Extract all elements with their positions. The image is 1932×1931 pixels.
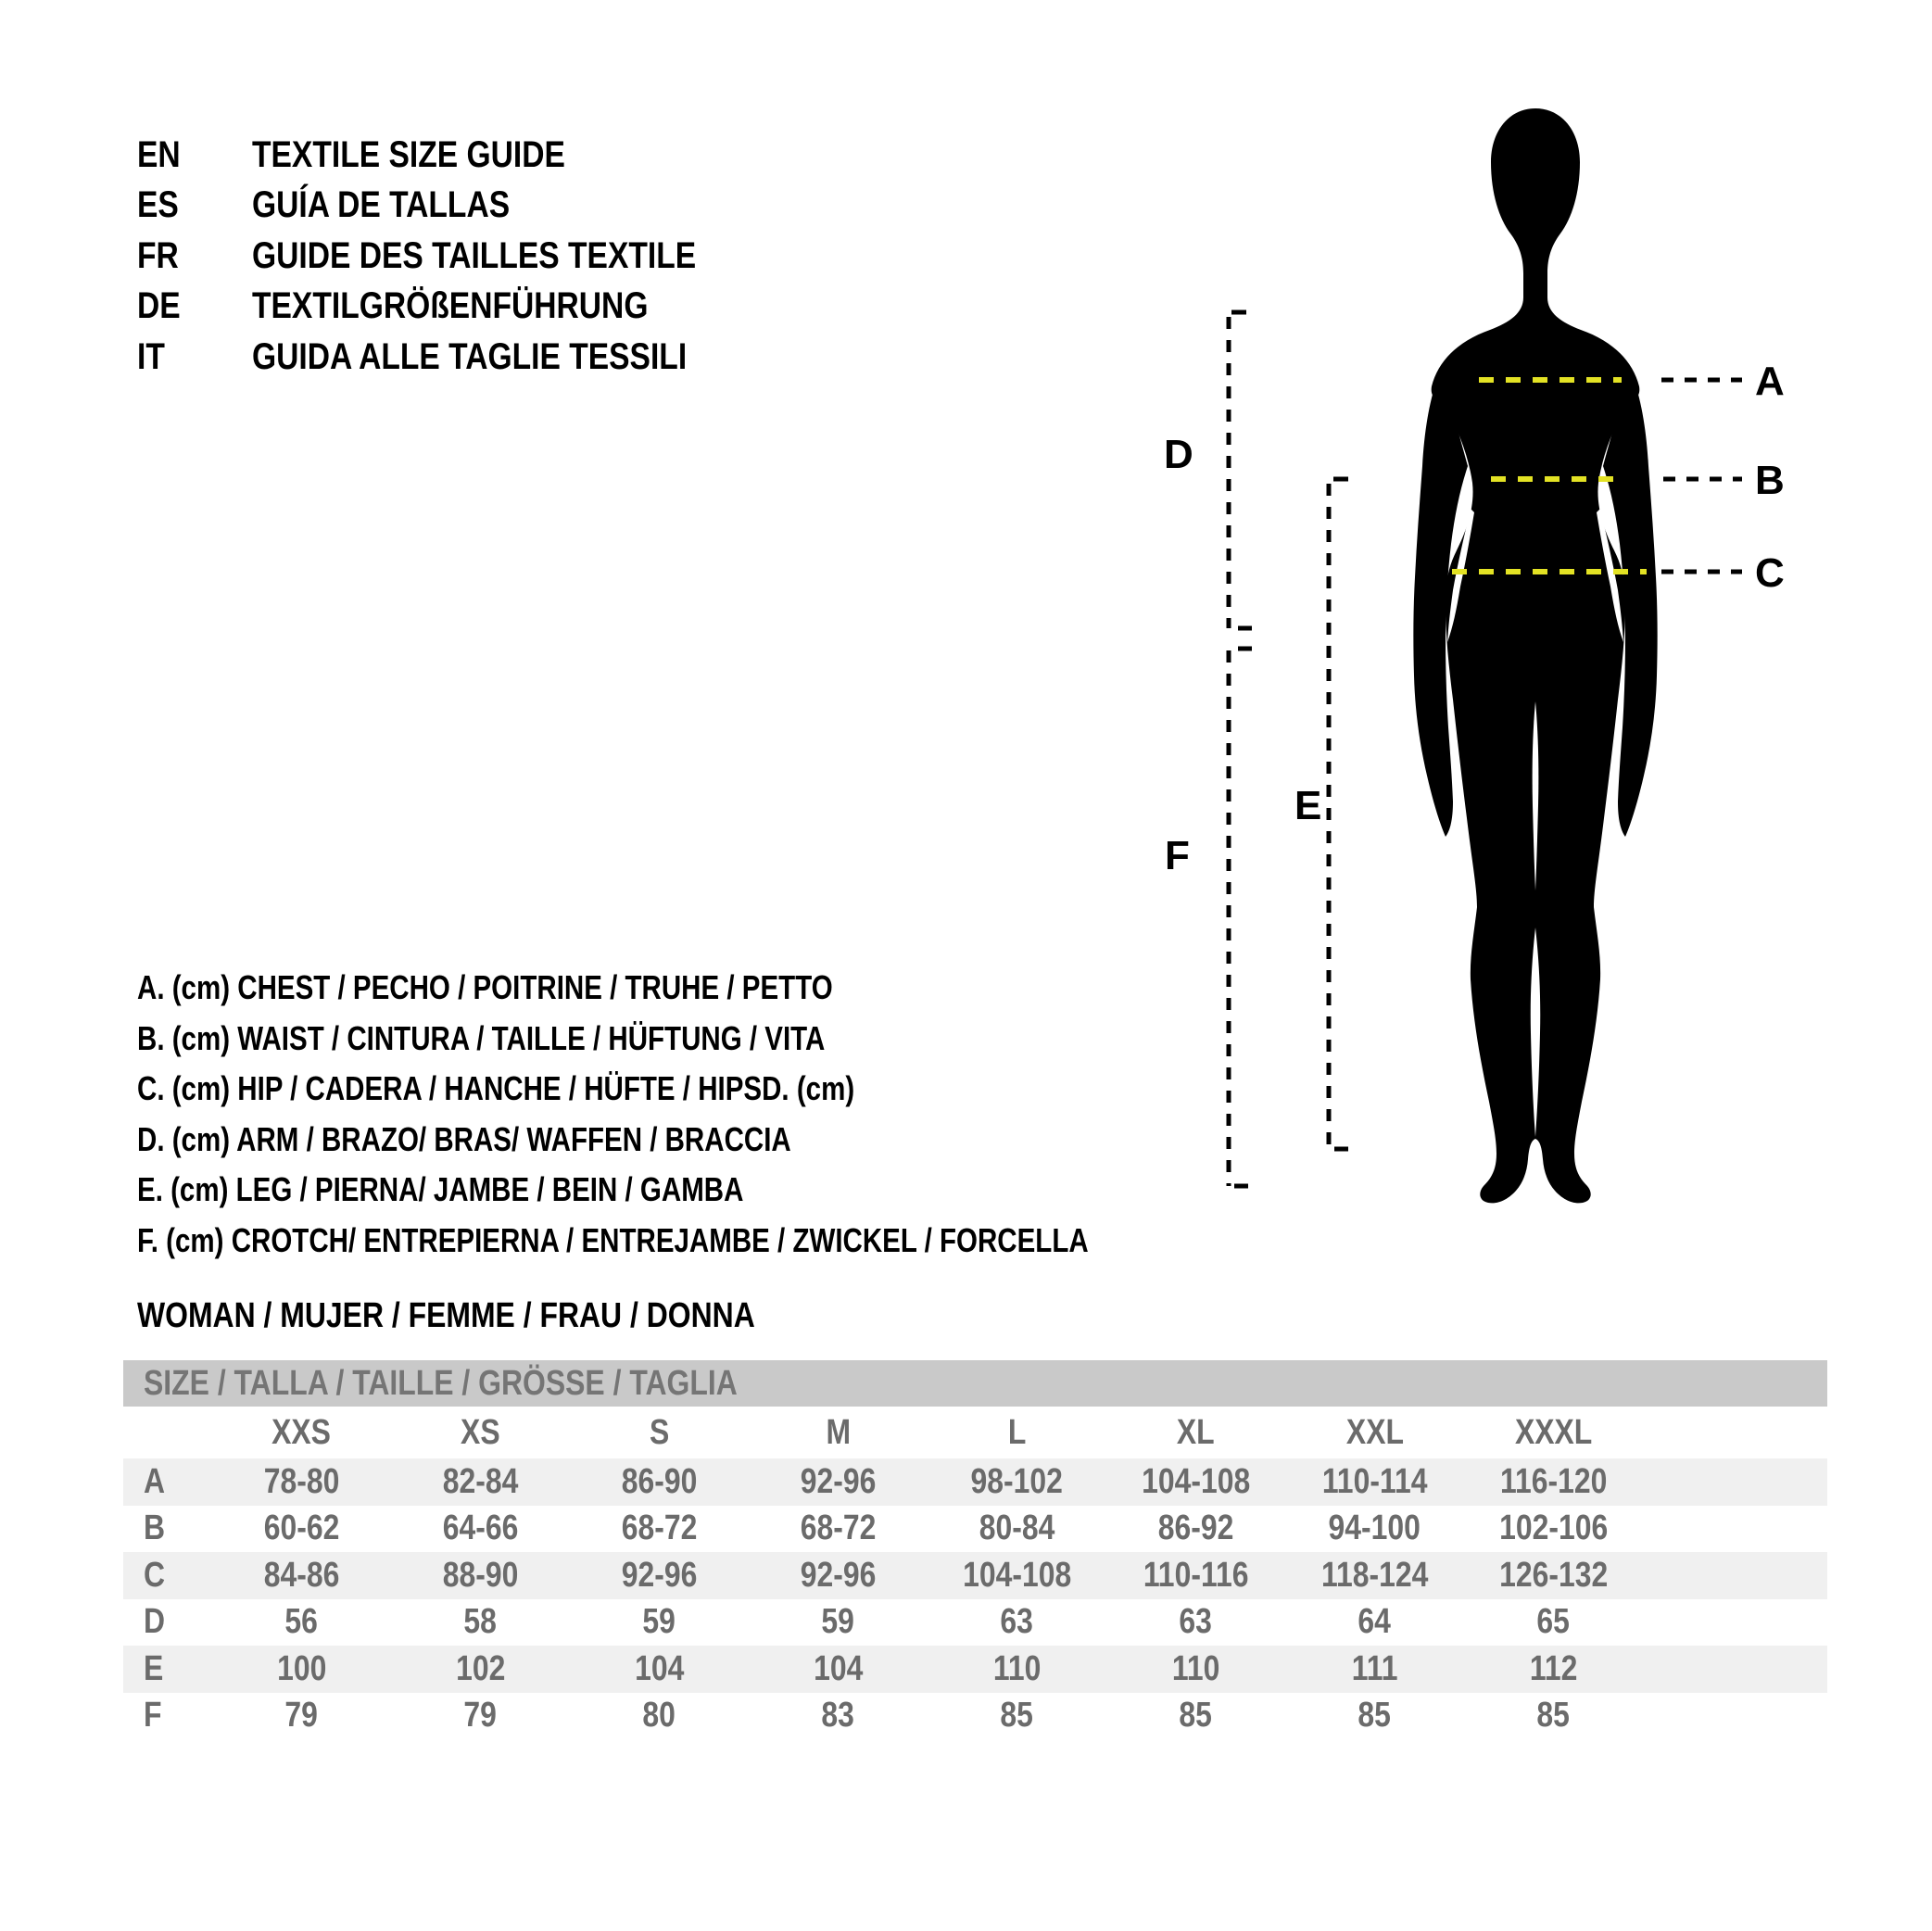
page-title: GUIDE DES TAILLES TEXTILE	[252, 234, 697, 276]
table-cell: 111	[1351, 1648, 1398, 1688]
table-cell: 85	[1000, 1696, 1034, 1735]
measure-label-e: E	[1294, 783, 1322, 828]
table-cell: 102-106	[1498, 1508, 1609, 1548]
table-cell: 63	[1179, 1602, 1213, 1642]
table-cell: 88-90	[442, 1555, 519, 1595]
table-cell: 59	[642, 1602, 676, 1642]
size-col-header: XXXL	[1514, 1412, 1593, 1452]
measurement-legend	[137, 963, 1297, 1266]
language-code: EN	[137, 133, 181, 175]
table-cell: 79	[284, 1696, 319, 1735]
measure-label-a: A	[1755, 359, 1785, 404]
page-title: GUÍA DE TALLAS	[252, 184, 511, 226]
table-row-a	[123, 1458, 1827, 1506]
table-row-c	[123, 1552, 1827, 1599]
language-code: DE	[137, 285, 181, 327]
table-cell: 92-96	[800, 1461, 877, 1501]
table-cell: 102	[455, 1648, 506, 1688]
size-col-header: XXS	[271, 1412, 332, 1452]
table-cell: 86-92	[1157, 1508, 1234, 1548]
table-row-b	[123, 1506, 1827, 1553]
row-label: A	[144, 1461, 166, 1501]
row-label: B	[144, 1508, 166, 1548]
table-cell: 94-100	[1328, 1508, 1421, 1548]
measure-label-f: F	[1165, 833, 1190, 878]
size-header-row	[123, 1407, 1827, 1458]
size-col-header: XS	[461, 1412, 500, 1452]
table-cell: 100	[276, 1648, 327, 1688]
title-row-it	[137, 332, 780, 383]
size-col-header: XXL	[1345, 1412, 1404, 1452]
legend-item-d: D. (cm) ARM / BRAZO/ BRAS/ WAFFEN / BRACCIA	[137, 1119, 791, 1158]
language-code: ES	[137, 184, 179, 226]
woman-silhouette	[1413, 108, 1657, 1203]
size-col-header: XL	[1177, 1412, 1215, 1452]
measure-label-b: B	[1755, 458, 1785, 503]
table-cell: 80	[642, 1696, 676, 1735]
table-cell: 68-72	[800, 1508, 877, 1548]
table-cell: 84-86	[263, 1555, 340, 1595]
legend-item-e: E. (cm) LEG / PIERNA/ JAMBE / BEIN / GAMBA	[137, 1170, 744, 1209]
table-cell: 68-72	[621, 1508, 698, 1548]
page-title: GUIDA ALLE TAGLIE TESSILI	[252, 335, 688, 377]
table-cell: 78-80	[263, 1461, 340, 1501]
gender-heading: WOMAN / MUJER / FEMME / FRAU / DONNA	[137, 1295, 755, 1335]
table-cell: 112	[1529, 1648, 1578, 1688]
table-cell: 85	[1357, 1696, 1392, 1735]
size-col-header: S	[649, 1412, 670, 1452]
table-cell: 79	[463, 1696, 498, 1735]
legend-item-f: F. (cm) CROTCH/ ENTREPIERNA / ENTREJAMBE / ZWICKEL / FORCELLA	[137, 1220, 1089, 1259]
table-cell: 116-120	[1499, 1461, 1608, 1501]
row-label: C	[144, 1555, 166, 1595]
size-table	[123, 1360, 1827, 1739]
table-cell: 63	[1000, 1602, 1034, 1642]
table-cell: 82-84	[442, 1461, 519, 1501]
table-cell: 104-108	[962, 1555, 1072, 1595]
table-cell: 126-132	[1498, 1555, 1609, 1595]
table-cell: 64-66	[442, 1508, 519, 1548]
legend-item-b: B. (cm) WAIST / CINTURA / TAILLE / HÜFTUNG / VITA	[137, 1018, 826, 1057]
title-row-fr	[137, 231, 780, 282]
table-row-f	[123, 1693, 1827, 1740]
title-row-es	[137, 181, 780, 232]
row-label: D	[144, 1602, 166, 1642]
measure-label-c: C	[1755, 550, 1785, 596]
table-cell: 83	[821, 1696, 855, 1735]
table-cell: 110	[992, 1648, 1042, 1688]
table-row-d	[123, 1599, 1827, 1647]
table-cell: 58	[463, 1602, 498, 1642]
table-cell: 110-114	[1321, 1461, 1428, 1501]
row-label: F	[144, 1696, 162, 1735]
table-cell: 64	[1357, 1602, 1392, 1642]
language-code: IT	[137, 335, 165, 377]
table-cell: 104-108	[1141, 1461, 1251, 1501]
title-row-de	[137, 282, 780, 333]
page-title: TEXTILGRÖßENFÜHRUNG	[252, 285, 649, 327]
table-cell: 110-116	[1143, 1555, 1249, 1595]
language-code: FR	[137, 234, 179, 276]
table-cell: 60-62	[263, 1508, 340, 1548]
table-cell: 80-84	[979, 1508, 1055, 1548]
table-cell: 85	[1179, 1696, 1213, 1735]
page-title: TEXTILE SIZE GUIDE	[252, 133, 565, 175]
title-row-en	[137, 130, 780, 181]
table-cell: 92-96	[800, 1555, 877, 1595]
legend-item-a: A. (cm) CHEST / PECHO / POITRINE / TRUHE / PETTO	[137, 968, 833, 1007]
table-cell: 92-96	[621, 1555, 698, 1595]
table-cell: 86-90	[621, 1461, 698, 1501]
size-col-header: M	[826, 1412, 851, 1452]
size-table-header-bar: SIZE / TALLA / TAILLE / GRÖSSE / TAGLIA	[123, 1360, 1827, 1407]
table-cell: 85	[1536, 1696, 1571, 1735]
language-title-block	[137, 130, 780, 383]
table-cell: 98-102	[970, 1461, 1064, 1501]
table-cell: 59	[821, 1602, 855, 1642]
size-col-header: L	[1007, 1412, 1027, 1452]
table-cell: 110	[1171, 1648, 1220, 1688]
table-cell: 118-124	[1320, 1555, 1429, 1595]
table-cell: 104	[634, 1648, 685, 1688]
measure-label-d: D	[1164, 432, 1193, 477]
row-label: E	[144, 1648, 164, 1688]
table-cell: 65	[1536, 1602, 1571, 1642]
table-row-e	[123, 1646, 1827, 1693]
table-cell: 104	[813, 1648, 864, 1688]
table-cell: 56	[284, 1602, 319, 1642]
legend-item-c: C. (cm) HIP / CADERA / HANCHE / HÜFTE / HIPSD. (cm)	[137, 1069, 855, 1108]
